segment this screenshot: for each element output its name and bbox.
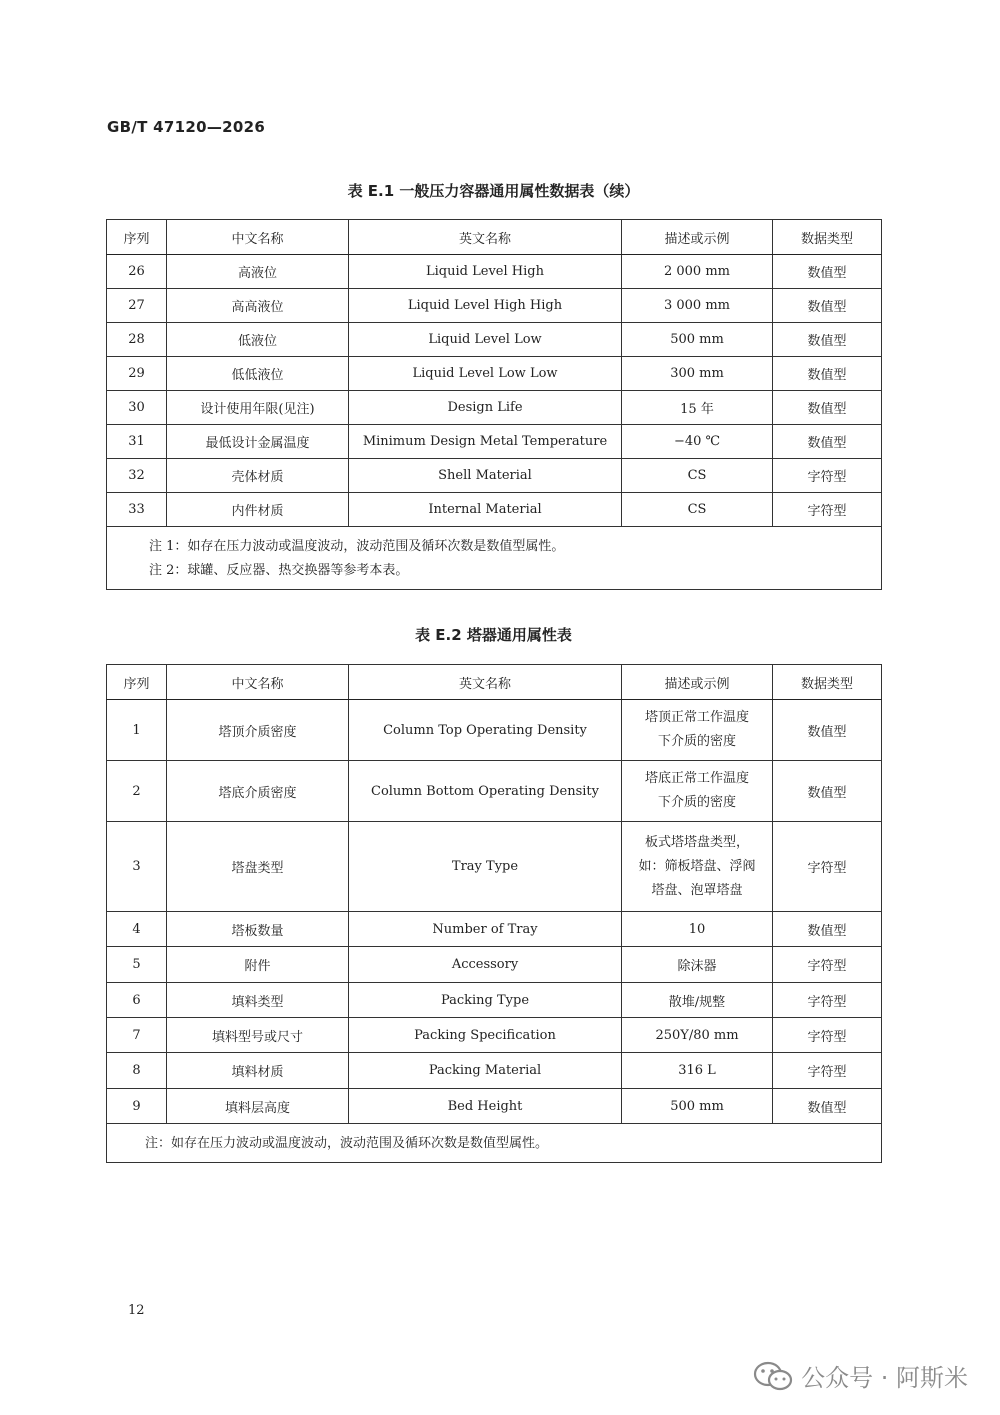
description-line: 散堆/规整 xyxy=(668,994,726,1010)
column-header-cn-name: 中文名称 xyxy=(167,665,349,700)
cell-cn-name: 低低液位 xyxy=(167,357,349,391)
table-row xyxy=(107,822,882,912)
watermark-text: 公众号 · 阿斯米 xyxy=(801,1364,968,1392)
cell-en-name: Packing Material xyxy=(349,1053,622,1089)
cell-no: 33 xyxy=(107,493,167,527)
cell-data-type: 字符型 xyxy=(773,822,882,912)
cell-cn-name: 高高液位 xyxy=(167,289,349,323)
cell-cn-name: 附件 xyxy=(167,947,349,983)
cell-no: 29 xyxy=(107,357,167,391)
table-row xyxy=(107,1018,882,1053)
table-row xyxy=(107,459,882,493)
cell-en-name: Internal Material xyxy=(349,493,622,527)
table-row xyxy=(107,700,882,761)
cell-description xyxy=(622,822,773,912)
cell-description xyxy=(622,912,773,947)
table-row xyxy=(107,1053,882,1089)
cell-no: 30 xyxy=(107,391,167,425)
watermark xyxy=(753,1358,968,1393)
cell-cn-name: 塔顶介质密度 xyxy=(167,700,349,761)
cell-description: 3 000 mm xyxy=(622,289,773,323)
cell-no: 28 xyxy=(107,323,167,357)
table2-notes-row xyxy=(107,1124,882,1163)
table2-caption: 表 E.2 塔器通用属性表 xyxy=(415,626,572,644)
cell-en-name: Column Bottom Operating Density xyxy=(349,761,622,822)
column-header-no: 序列 xyxy=(107,665,167,700)
cell-description xyxy=(622,1089,773,1124)
cell-en-name: Number of Tray xyxy=(349,912,622,947)
cell-en-name: Packing Type xyxy=(349,983,622,1018)
table-row xyxy=(107,323,882,357)
description-line: 除沫器 xyxy=(677,959,717,974)
table-row xyxy=(107,493,882,527)
cell-description xyxy=(622,1018,773,1053)
cell-description: 2 000 mm xyxy=(622,255,773,289)
cell-cn-name: 塔底介质密度 xyxy=(167,761,349,822)
cell-data-type: 数值型 xyxy=(773,289,882,323)
cell-data-type: 字符型 xyxy=(773,983,882,1018)
cell-cn-name: 填料层高度 xyxy=(167,1089,349,1124)
cell-no: 1 xyxy=(107,700,167,761)
cell-en-name: Liquid Level Low Low xyxy=(349,357,622,391)
cell-data-type: 字符型 xyxy=(773,493,882,527)
cell-cn-name: 壳体材质 xyxy=(167,459,349,493)
cell-description xyxy=(622,947,773,983)
table-row xyxy=(107,357,882,391)
cell-data-type: 字符型 xyxy=(773,459,882,493)
cell-no: 26 xyxy=(107,255,167,289)
cell-data-type: 数值型 xyxy=(773,425,882,459)
cell-cn-name: 内件材质 xyxy=(167,493,349,527)
cell-description: 300 mm xyxy=(622,357,773,391)
cell-data-type: 数值型 xyxy=(773,912,882,947)
table-row xyxy=(107,425,882,459)
table-row xyxy=(107,1089,882,1124)
page-number: 12 xyxy=(128,1303,145,1318)
cell-data-type: 字符型 xyxy=(773,1053,882,1089)
table-row xyxy=(107,947,882,983)
cell-no: 3 xyxy=(107,822,167,912)
cell-description xyxy=(622,1053,773,1089)
cell-en-name: Tray Type xyxy=(349,822,622,912)
description-line: 316 L xyxy=(678,1063,716,1078)
cell-no: 27 xyxy=(107,289,167,323)
table-row xyxy=(107,761,882,822)
standard-code: GB/T 47120—2026 xyxy=(107,118,266,136)
description-line: 塔底正常工作温度 xyxy=(644,771,749,786)
cell-data-type: 数值型 xyxy=(773,761,882,822)
cell-description xyxy=(622,983,773,1018)
cell-cn-name: 填料类型 xyxy=(167,983,349,1018)
table1-notes-row xyxy=(107,527,882,590)
column-header-en-name: 英文名称 xyxy=(349,665,622,700)
description-line: 塔盘、泡罩塔盘 xyxy=(651,882,743,898)
description-line: 板式塔塔盘类型， xyxy=(644,834,749,850)
table2 xyxy=(106,664,882,1163)
table2-header-row xyxy=(107,665,882,700)
cell-no: 8 xyxy=(107,1053,167,1089)
table1-caption: 表 E.1 一般压力容器通用属性数据表（续） xyxy=(347,182,640,200)
cell-en-name: Bed Height xyxy=(349,1089,622,1124)
cell-cn-name: 填料材质 xyxy=(167,1053,349,1089)
column-header-no: 序列 xyxy=(107,220,167,255)
table1 xyxy=(106,219,882,590)
cell-no: 5 xyxy=(107,947,167,983)
description-line: 10 xyxy=(688,921,706,937)
cell-data-type: 数值型 xyxy=(773,357,882,391)
table-row xyxy=(107,255,882,289)
description-line: 塔顶正常工作温度 xyxy=(644,710,749,725)
description-line: 下介质的密度 xyxy=(657,734,736,749)
wechat-icon xyxy=(753,1361,793,1391)
description-line: 500 mm xyxy=(670,1098,724,1114)
cell-data-type: 数值型 xyxy=(773,255,882,289)
cell-no: 7 xyxy=(107,1018,167,1053)
column-header-description: 描述或示例 xyxy=(622,220,773,255)
table-row xyxy=(107,912,882,947)
cell-en-name: Minimum Design Metal Temperature xyxy=(349,425,622,459)
cell-no: 32 xyxy=(107,459,167,493)
cell-description: 15 年 xyxy=(622,391,773,425)
cell-cn-name: 高液位 xyxy=(167,255,349,289)
cell-cn-name: 填料型号或尺寸 xyxy=(167,1018,349,1053)
cell-cn-name: 低液位 xyxy=(167,323,349,357)
column-header-data-type: 数据类型 xyxy=(773,220,882,255)
cell-description xyxy=(622,761,773,822)
cell-en-name: Liquid Level Low xyxy=(349,323,622,357)
cell-en-name: Liquid Level High High xyxy=(349,289,622,323)
table1-note-1: 注 1：如存在压力波动或温度波动，波动范围及循环次数是数值型属性。 xyxy=(149,539,565,554)
cell-description xyxy=(622,700,773,761)
cell-description: CS xyxy=(622,459,773,493)
column-header-cn-name: 中文名称 xyxy=(167,220,349,255)
column-header-data-type: 数据类型 xyxy=(773,665,882,700)
cell-no: 9 xyxy=(107,1089,167,1124)
table1-header-row xyxy=(107,220,882,255)
table-row xyxy=(107,983,882,1018)
cell-cn-name: 塔盘类型 xyxy=(167,822,349,912)
cell-data-type: 数值型 xyxy=(773,391,882,425)
cell-data-type: 字符型 xyxy=(773,1018,882,1053)
description-line: 如：筛板塔盘、浮阀 xyxy=(638,858,756,874)
description-line: 250Y/80 mm xyxy=(655,1027,739,1043)
cell-no: 4 xyxy=(107,912,167,947)
cell-cn-name: 设计使用年限(见注) xyxy=(167,391,349,425)
cell-description: −40 ℃ xyxy=(622,425,773,459)
cell-description: CS xyxy=(622,493,773,527)
cell-cn-name: 最低设计金属温度 xyxy=(167,425,349,459)
table2-note-1: 注：如存在压力波动或温度波动，波动范围及循环次数是数值型属性。 xyxy=(145,1136,549,1151)
cell-en-name: Packing Specification xyxy=(349,1018,622,1053)
table1-note-2: 注 2：球罐、反应器、热交换器等参考本表。 xyxy=(149,563,409,578)
cell-description: 500 mm xyxy=(622,323,773,357)
column-header-en-name: 英文名称 xyxy=(349,220,622,255)
cell-en-name: Liquid Level High xyxy=(349,255,622,289)
cell-data-type: 字符型 xyxy=(773,947,882,983)
table2-notes xyxy=(107,1124,882,1163)
table1-notes xyxy=(107,527,882,590)
cell-no: 6 xyxy=(107,983,167,1018)
cell-data-type: 数值型 xyxy=(773,1089,882,1124)
column-header-description: 描述或示例 xyxy=(622,665,773,700)
cell-en-name: Column Top Operating Density xyxy=(349,700,622,761)
cell-data-type: 数值型 xyxy=(773,323,882,357)
cell-en-name: Accessory xyxy=(349,947,622,983)
cell-en-name: Shell Material xyxy=(349,459,622,493)
cell-no: 31 xyxy=(107,425,167,459)
cell-data-type: 数值型 xyxy=(773,700,882,761)
cell-no: 2 xyxy=(107,761,167,822)
cell-en-name: Design Life xyxy=(349,391,622,425)
cell-cn-name: 塔板数量 xyxy=(167,912,349,947)
table-row xyxy=(107,391,882,425)
table-row xyxy=(107,289,882,323)
description-line: 下介质的密度 xyxy=(657,795,736,810)
